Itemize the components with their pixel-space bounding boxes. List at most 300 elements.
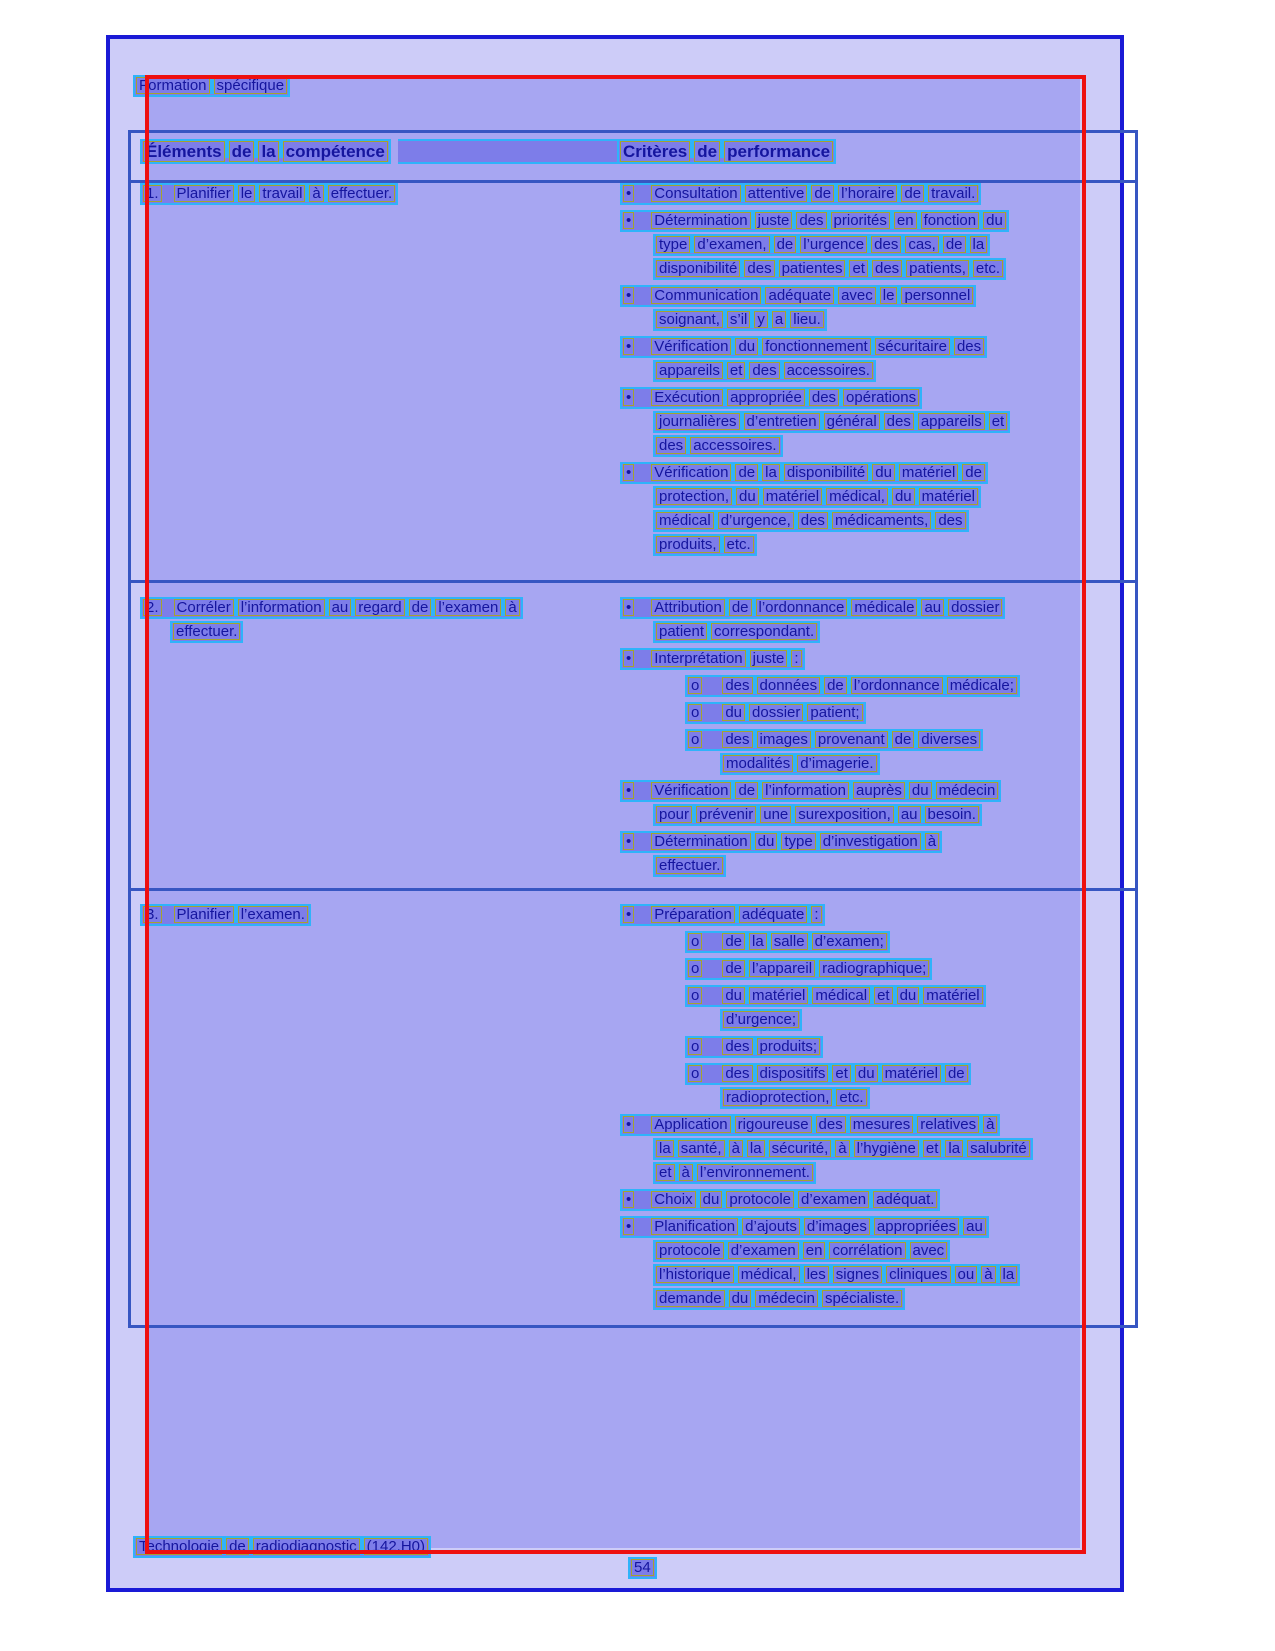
word-box: d’examen <box>798 1191 869 1208</box>
word-box: Vérification <box>651 338 731 355</box>
criteria-text-line <box>653 486 1150 507</box>
word-box: Planifier <box>174 906 234 923</box>
word-box: d’examen <box>728 1242 799 1259</box>
word-box: des <box>872 260 902 277</box>
word-box: de <box>694 141 720 162</box>
element-number: 2. <box>143 599 162 616</box>
word-box: juste <box>750 650 788 667</box>
line-highlight-box <box>653 1138 1033 1160</box>
word-box: corrélation <box>829 1242 905 1259</box>
tab-gap <box>702 933 722 950</box>
tab-gap <box>634 338 651 355</box>
word-box: de <box>735 782 758 799</box>
criteria-text-line <box>620 336 1150 357</box>
table-rule-bottom <box>128 1325 1138 1328</box>
word-box: de <box>226 1538 249 1555</box>
criteria-text-line <box>653 1240 1150 1261</box>
word-box: du <box>855 1065 878 1082</box>
word-box: dossier <box>948 599 1002 616</box>
word-box: demande <box>656 1290 725 1307</box>
line-highlight-box <box>653 234 990 256</box>
line-highlight-box <box>620 336 987 358</box>
criteria-text-line <box>720 1087 1150 1108</box>
word-box: d’entretien <box>744 413 820 430</box>
word-box: pour <box>656 806 692 823</box>
word-box: travail. <box>928 185 978 202</box>
word-box: effectuer. <box>328 185 395 202</box>
line-highlight-box <box>133 75 290 97</box>
word-box: du <box>722 987 745 1004</box>
word-box: d’investigation <box>820 833 921 850</box>
criteria-text-line <box>653 621 1150 642</box>
criteria-text-line <box>653 1138 1150 1159</box>
word-box: personnel <box>901 287 973 304</box>
tab-gap <box>702 987 722 1004</box>
word-box: dossier <box>749 704 803 721</box>
word-box: médicale; <box>947 677 1017 694</box>
word-box: provenant <box>815 731 888 748</box>
word-box: et <box>832 1065 851 1082</box>
criteria-text-line <box>653 435 1150 456</box>
header-highlight-strip <box>398 139 620 164</box>
word-box: radioprotection, <box>723 1089 832 1106</box>
word-box: Éléments <box>143 141 225 162</box>
bullet-marker: • <box>623 906 634 923</box>
word-box: : <box>811 906 821 923</box>
bullet-marker: • <box>623 338 634 355</box>
line-highlight-box <box>620 904 825 926</box>
criteria-text-line <box>620 1114 1150 1135</box>
word-box: du <box>983 212 1006 229</box>
word-box: médecin <box>755 1290 818 1307</box>
word-box: cliniques <box>886 1266 950 1283</box>
word-box: surexposition, <box>795 806 894 823</box>
word-box: médical <box>656 512 714 529</box>
word-box: médical, <box>738 1266 800 1283</box>
line-highlight-box <box>653 1288 905 1310</box>
word-box: en <box>803 1242 826 1259</box>
word-box: adéquat. <box>873 1191 937 1208</box>
criteria-text-line <box>620 387 1150 408</box>
criteria-text-line <box>620 462 1150 483</box>
criteria-text-line <box>685 931 1150 952</box>
line-highlight-box <box>685 729 983 751</box>
word-box: de <box>962 464 985 481</box>
word-box: matériel <box>923 987 982 1004</box>
word-box: accessoires. <box>690 437 779 454</box>
line-highlight-box <box>620 210 1009 232</box>
line-highlight-box <box>653 804 982 826</box>
word-box: du <box>735 338 758 355</box>
word-box: des <box>871 236 901 253</box>
word-box: modalités <box>723 755 793 772</box>
word-box: des <box>722 731 752 748</box>
word-box: dispositifs <box>757 1065 829 1082</box>
criteria-text-line <box>620 780 1150 801</box>
tab-gap <box>634 389 651 406</box>
word-box: mesures <box>850 1116 914 1133</box>
word-box: des <box>796 212 826 229</box>
word-box: d’examen, <box>694 236 769 253</box>
line-highlight-box <box>620 780 1001 802</box>
word-box: matériel <box>763 488 822 505</box>
word-box: sécurité, <box>769 1140 832 1157</box>
word-box: et <box>849 260 868 277</box>
word-box: de <box>722 933 745 950</box>
word-box: adéquate <box>739 906 808 923</box>
word-box: la <box>762 464 780 481</box>
word-box: d’urgence; <box>723 1011 799 1028</box>
element-cell <box>140 183 610 207</box>
word-box: de <box>735 464 758 481</box>
word-box: d’examen; <box>812 933 887 950</box>
word-box: la <box>1000 1266 1018 1283</box>
word-box: la <box>258 141 278 162</box>
tab-gap <box>702 1038 722 1055</box>
tab-gap <box>634 599 651 616</box>
word-box: les <box>804 1266 829 1283</box>
word-box: du <box>892 488 915 505</box>
tab-gap <box>162 906 174 923</box>
word-box: l’ordonnance <box>851 677 943 694</box>
element-text-line <box>140 183 610 204</box>
line-highlight-box <box>653 1240 950 1262</box>
line-highlight-box <box>620 285 976 307</box>
word-box: type <box>656 236 690 253</box>
line-highlight-box <box>620 462 988 484</box>
criteria-text-line <box>685 702 1150 723</box>
criteria-text-line <box>620 1189 1150 1210</box>
line-highlight-box <box>620 387 922 409</box>
word-box: l’examen. <box>238 906 308 923</box>
line-highlight-box <box>620 597 1005 619</box>
word-box: salle <box>771 933 808 950</box>
word-box: prévenir <box>696 806 756 823</box>
word-box: du <box>700 1191 723 1208</box>
word-box: journalières <box>656 413 740 430</box>
word-box: a <box>772 311 786 328</box>
word-box: l’urgence <box>800 236 867 253</box>
word-box: Technologie <box>136 1538 222 1555</box>
word-box: Détermination <box>651 212 750 229</box>
table-rule-row2-bottom <box>128 888 1138 891</box>
word-box: matériel <box>882 1065 941 1082</box>
word-box: travail <box>259 185 305 202</box>
element-number: 1. <box>143 185 162 202</box>
word-box: etc. <box>836 1089 866 1106</box>
word-box: Planification <box>651 1218 738 1235</box>
criteria-cell <box>620 597 1150 882</box>
word-box: en <box>894 212 917 229</box>
word-box: priorités <box>831 212 890 229</box>
line-highlight-box <box>140 183 398 205</box>
word-box: d’ajouts <box>742 1218 800 1235</box>
tab-gap <box>702 677 722 694</box>
word-box: diverses <box>918 731 980 748</box>
criteria-text-line <box>653 258 1150 279</box>
tab-gap <box>634 782 651 799</box>
word-box: de <box>824 677 847 694</box>
word-box: données <box>757 677 821 694</box>
word-box: Formation <box>136 77 210 94</box>
word-box: l’appareil <box>749 960 815 977</box>
word-box: la <box>970 236 988 253</box>
word-box: Interprétation <box>651 650 745 667</box>
footer-program <box>133 1536 431 1557</box>
word-box: à <box>729 1140 743 1157</box>
criteria-text-line <box>620 597 1150 618</box>
word-box: l’hygiène <box>854 1140 919 1157</box>
criteria-text-line <box>653 1288 1150 1309</box>
word-box: au <box>898 806 921 823</box>
word-box: l’horaire <box>838 185 897 202</box>
bullet-marker: • <box>623 833 634 850</box>
line-highlight-box <box>140 597 523 619</box>
criteria-text-line <box>685 1063 1150 1084</box>
word-box: accessoires. <box>784 362 873 379</box>
word-box: patients, <box>906 260 969 277</box>
word-box: l’historique <box>656 1266 734 1283</box>
word-box: regard <box>355 599 404 616</box>
line-highlight-box <box>140 139 391 164</box>
word-box: matériel <box>749 987 808 1004</box>
word-box: d’imagerie. <box>797 755 876 772</box>
word-box: et <box>727 362 746 379</box>
word-box: des <box>744 260 774 277</box>
word-box: performance <box>724 141 833 162</box>
word-box: médicale <box>851 599 917 616</box>
criteria-text-line <box>620 1216 1150 1237</box>
line-highlight-box <box>620 183 981 205</box>
word-box: appropriées <box>874 1218 959 1235</box>
word-box: appareils <box>656 362 723 379</box>
word-box: la <box>747 1140 765 1157</box>
word-box: d’images <box>804 1218 870 1235</box>
word-box: Exécution <box>651 389 723 406</box>
word-box: au <box>963 1218 986 1235</box>
word-box: l’environnement. <box>697 1164 813 1181</box>
word-box: ou <box>955 1266 978 1283</box>
word-box: de <box>409 599 432 616</box>
word-box: des <box>935 512 965 529</box>
criteria-text-line <box>620 183 1150 204</box>
word-box: Vérification <box>651 464 731 481</box>
word-box: Vérification <box>651 782 731 799</box>
line-highlight-box <box>620 831 942 853</box>
word-box: du <box>755 833 778 850</box>
line-highlight-box <box>653 435 783 457</box>
tab-gap <box>634 1116 651 1133</box>
column-header-elements <box>140 139 391 160</box>
word-box: de <box>811 185 834 202</box>
word-box: et <box>874 987 893 1004</box>
criteria-text-line <box>653 855 1150 876</box>
word-box: l’examen <box>435 599 501 616</box>
tab-gap <box>702 704 722 721</box>
criteria-text-line <box>653 360 1150 381</box>
element-text-line <box>170 621 610 642</box>
line-highlight-box <box>133 1536 431 1558</box>
word-box: radiodiagnostic <box>253 1538 360 1555</box>
line-highlight-box <box>620 1114 1000 1136</box>
word-box: appareils <box>918 413 985 430</box>
word-box: la <box>749 933 767 950</box>
line-highlight-box <box>685 702 866 724</box>
bullet-marker: • <box>623 1218 634 1235</box>
word-box: du <box>729 1290 752 1307</box>
bullet-marker: • <box>623 287 634 304</box>
criteria-text-line <box>653 309 1150 330</box>
word-box: protocole <box>656 1242 724 1259</box>
word-box: fonctionnement <box>762 338 871 355</box>
criteria-text-line <box>685 985 1150 1006</box>
table-rule-row1-bottom <box>128 580 1138 583</box>
tab-gap <box>702 731 722 748</box>
word-box: à <box>983 1116 997 1133</box>
word-box: de <box>892 731 915 748</box>
word-box: opérations <box>843 389 919 406</box>
column-header-criteres <box>617 139 836 160</box>
word-box: Détermination <box>651 833 750 850</box>
tab-gap <box>634 185 651 202</box>
element-cell <box>140 597 610 645</box>
word-box: matériel <box>899 464 958 481</box>
word-box: patient <box>656 623 707 640</box>
word-box: etc. <box>724 536 754 553</box>
line-highlight-box <box>628 1557 657 1579</box>
word-box: appropriée <box>727 389 805 406</box>
word-box: : <box>791 650 801 667</box>
word-box: de <box>945 1065 968 1082</box>
word-box: l’ordonnance <box>756 599 848 616</box>
word-box: de <box>229 141 255 162</box>
criteria-text-line <box>653 1264 1150 1285</box>
tab-gap <box>634 650 651 667</box>
word-box: s’il <box>727 311 751 328</box>
word-box: santé, <box>678 1140 725 1157</box>
word-box: patientes <box>779 260 846 277</box>
tab-gap <box>634 212 651 229</box>
tab-gap <box>702 960 722 977</box>
criteria-text-line <box>620 285 1150 306</box>
word-box: Critères <box>620 141 690 162</box>
bullet-marker: • <box>623 1191 634 1208</box>
word-box: médecin <box>936 782 999 799</box>
line-highlight-box <box>685 675 1020 697</box>
word-box: Application <box>651 1116 730 1133</box>
word-box: lieu. <box>790 311 824 328</box>
criteria-text-line <box>653 804 1150 825</box>
word-box: à <box>679 1164 693 1181</box>
bullet-marker: • <box>623 389 634 406</box>
table-rule-top <box>128 130 1138 133</box>
line-highlight-box <box>720 1087 870 1109</box>
criteria-text-line <box>685 729 1150 750</box>
word-box: du <box>736 488 759 505</box>
criteria-text-line <box>653 510 1150 531</box>
word-box: du <box>872 464 895 481</box>
sub-bullet-marker: o <box>688 704 702 721</box>
word-box: du <box>897 987 920 1004</box>
element-text-line <box>140 904 610 925</box>
word-box: produits, <box>656 536 720 553</box>
word-box: médicaments, <box>832 512 931 529</box>
word-box: des <box>798 512 828 529</box>
word-box: des <box>954 338 984 355</box>
line-highlight-box <box>653 360 876 382</box>
section-header <box>133 75 290 96</box>
word-box: attentive <box>745 185 808 202</box>
word-box: et <box>923 1140 942 1157</box>
criteria-text-line <box>653 411 1150 432</box>
tab-gap <box>634 833 651 850</box>
word-box: d’urgence, <box>718 512 794 529</box>
word-box: cas, <box>905 236 939 253</box>
tab-gap <box>162 599 174 616</box>
word-box: la <box>945 1140 963 1157</box>
word-box: la <box>656 1140 674 1157</box>
word-box: spécialiste. <box>822 1290 902 1307</box>
line-highlight-box <box>653 1162 816 1184</box>
sub-bullet-marker: o <box>688 933 702 950</box>
word-box: fonction <box>921 212 980 229</box>
word-box: au <box>921 599 944 616</box>
line-highlight-box <box>685 958 932 980</box>
word-box: avec <box>910 1242 948 1259</box>
word-box: l’information <box>238 599 325 616</box>
bullet-marker: • <box>623 782 634 799</box>
word-box: l’information <box>762 782 849 799</box>
word-box: protection, <box>656 488 732 505</box>
word-box: Communication <box>651 287 761 304</box>
element-text-line <box>140 597 610 618</box>
word-box: de <box>722 960 745 977</box>
word-box: Consultation <box>651 185 740 202</box>
word-box: y <box>754 311 768 328</box>
line-highlight-box <box>720 753 880 775</box>
word-box: des <box>656 437 686 454</box>
word-box: correspondant. <box>711 623 817 640</box>
criteria-text-line <box>685 675 1150 696</box>
word-box: Choix <box>651 1191 695 1208</box>
bullet-marker: • <box>623 464 634 481</box>
criteria-text-line <box>653 1162 1150 1183</box>
word-box: Préparation <box>651 906 735 923</box>
element-number: 3. <box>143 906 162 923</box>
word-box: compétence <box>283 141 388 162</box>
criteria-cell <box>620 904 1150 1315</box>
sub-bullet-marker: o <box>688 960 702 977</box>
word-box: signes <box>833 1266 882 1283</box>
bullet-marker: • <box>623 599 634 616</box>
word-box: de <box>901 185 924 202</box>
word-box: des <box>749 362 779 379</box>
tab-gap <box>634 1218 651 1235</box>
word-box: des <box>809 389 839 406</box>
criteria-text-line <box>685 958 1150 979</box>
bullet-marker: • <box>623 650 634 667</box>
criteria-text-line <box>720 753 1150 774</box>
line-highlight-box <box>620 648 805 670</box>
line-highlight-box <box>685 931 890 953</box>
criteria-text-line <box>653 234 1150 255</box>
line-highlight-box <box>653 486 981 508</box>
word-box: des <box>816 1116 846 1133</box>
word-box: Planifier <box>174 185 234 202</box>
word-box: etc. <box>973 260 1003 277</box>
criteria-text-line <box>653 534 1150 555</box>
bullet-marker: • <box>623 185 634 202</box>
